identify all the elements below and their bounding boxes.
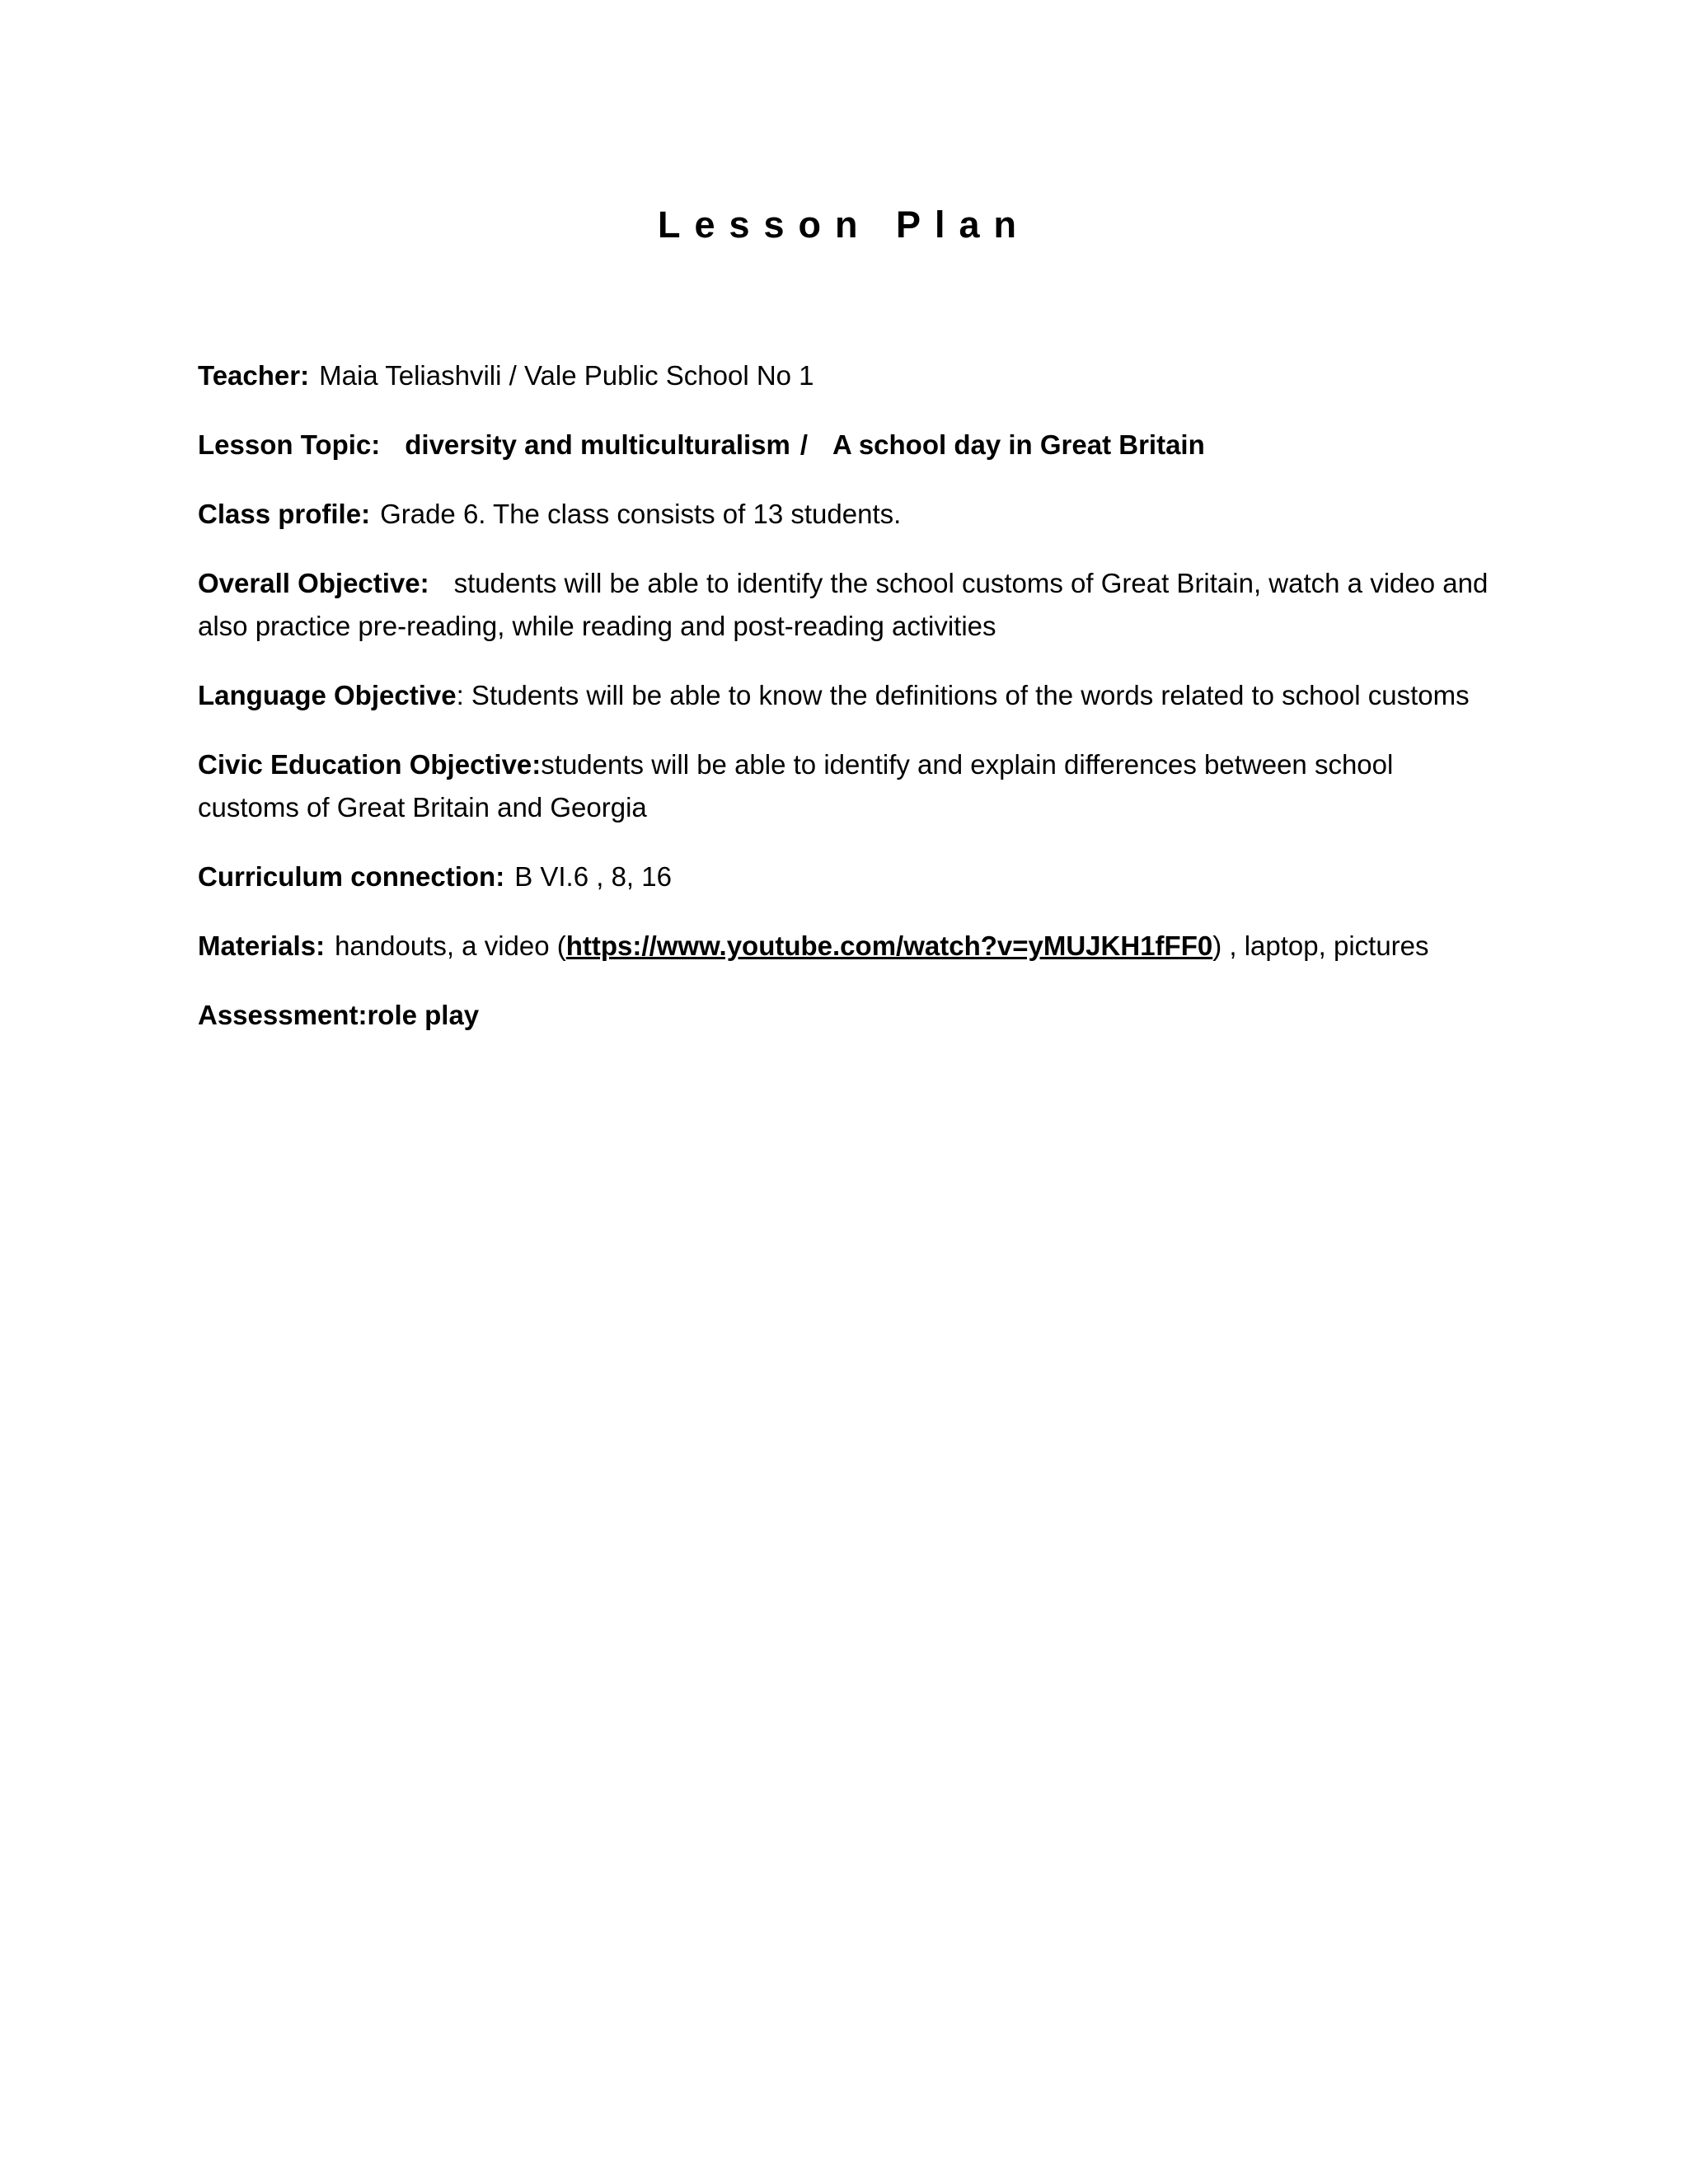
assessment-line (198, 994, 1500, 1037)
lesson-topic-part1: diversity and multiculturalism (405, 429, 790, 460)
lesson-topic-separator: / (799, 429, 809, 460)
civic-objective-line (198, 743, 1500, 829)
page-title: Lesson Plan (657, 204, 1031, 246)
class-profile-label: Class profile: (198, 499, 371, 529)
materials-text-after: ) , laptop, pictures (1212, 930, 1429, 961)
lesson-topic-part2: A school day in Great Britain (832, 429, 1205, 460)
lesson-topic-label: Lesson Topic: (198, 429, 381, 460)
language-objective-label: Language Objective (198, 680, 457, 710)
overall-objective-label: Overall Objective: (198, 568, 429, 598)
lesson-topic-line (198, 424, 1500, 466)
lesson-plan-body (198, 354, 1500, 1063)
materials-text-before: handouts, a video ( (335, 930, 566, 961)
teacher-line (198, 354, 1500, 397)
class-profile-line (198, 493, 1500, 536)
materials-line (198, 925, 1500, 968)
materials-label: Materials: (198, 930, 326, 961)
class-profile-value: Grade 6. The class consists of 13 students. (380, 499, 902, 529)
curriculum-line (198, 855, 1500, 898)
curriculum-label: Curriculum connection: (198, 861, 505, 892)
curriculum-value: B VI.6 , 8, 16 (514, 861, 672, 892)
language-objective-line (198, 674, 1500, 717)
assessment-label: Assessment: (198, 1000, 368, 1030)
language-objective-value: : Students will be able to know the definitions of the words related to school customs (456, 680, 1470, 710)
civic-objective-label: Civic Education Objective: (198, 749, 542, 780)
teacher-label: Teacher: (198, 360, 310, 391)
civic-objective-value: students will be able to identify and explain differences between school customs of Great Britain and Georgia (198, 749, 1394, 823)
video-link[interactable]: https://www.youtube.com/watch?v=yMUJKH1fFF0 (565, 930, 1213, 961)
overall-objective-line (198, 562, 1500, 648)
teacher-value: Maia Teliashvili / Vale Public School No 1 (319, 360, 814, 391)
assessment-value: role play (367, 1000, 480, 1030)
overall-objective-value: students will be able to identify the school customs of Great Britain, watch a video and also practice pre-reading, while reading and post-reading activities (198, 568, 1489, 641)
